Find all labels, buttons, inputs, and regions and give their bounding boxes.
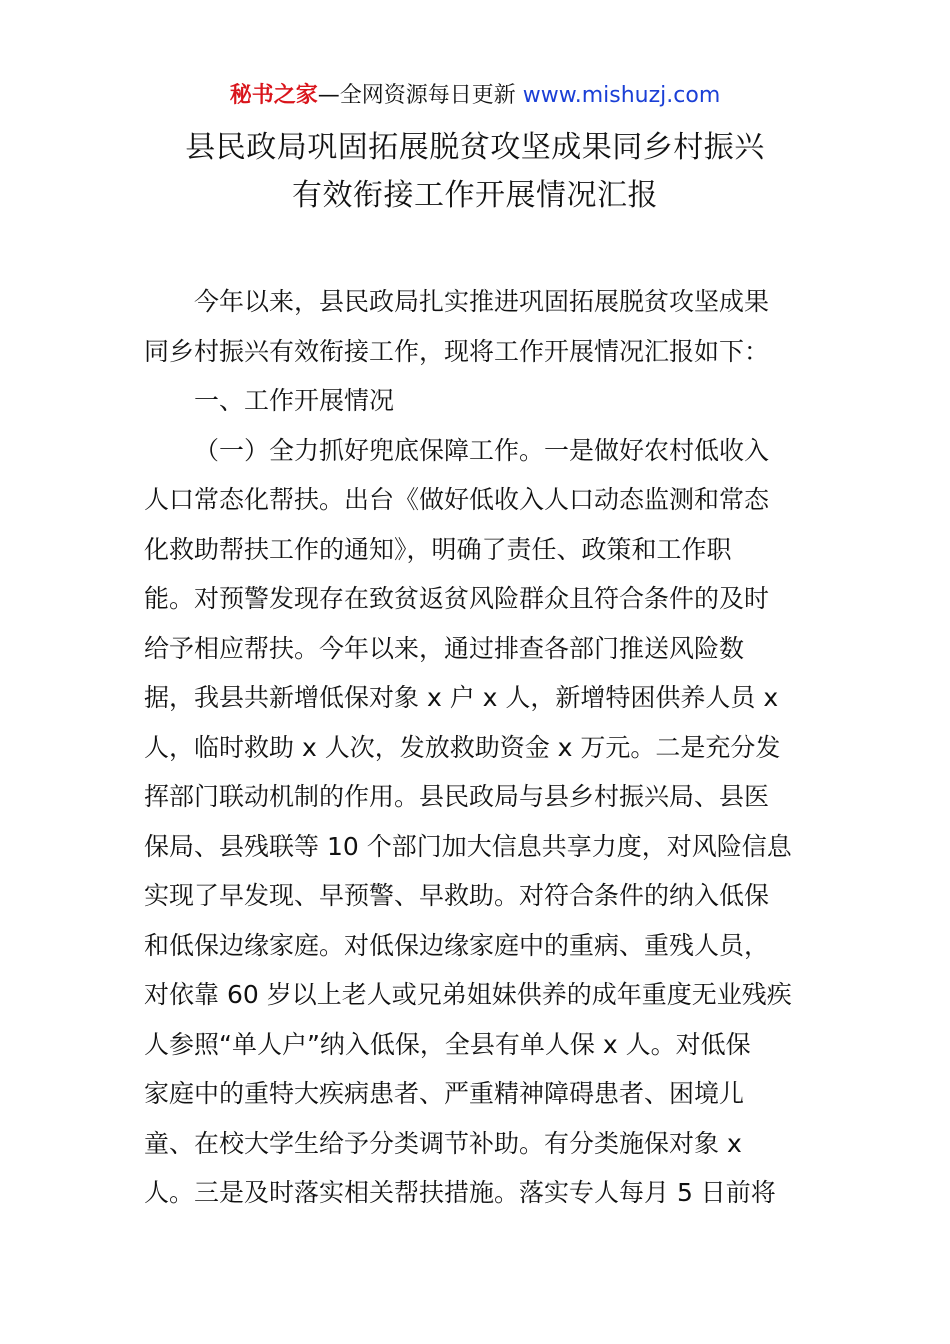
site-header (0, 80, 950, 112)
document-title-line-1: 县民政局巩固拓展脱贫攻坚成果同乡村振兴 (185, 130, 765, 165)
body-line: 能。对预警发现存在致贫返贫风险群众且符合条件的及时 (144, 584, 770, 613)
body-line: 和低保边缘家庭。对低保边缘家庭中的重病、重残人员， (144, 930, 770, 960)
body-line: 同乡村振兴有效衔接工作，现将工作开展情况汇报如下： (144, 336, 770, 366)
header-tagline: —全网资源每日更新 (317, 83, 523, 108)
body-line: （一）全力抓好兜底保障工作。一是做好农村低收入 (194, 435, 770, 465)
body-line: 人参照“单人户”纳入低保，全县有单人保 x 人。对低保 (144, 1029, 751, 1059)
body-line: 实现了早发现、早预警、早救助。对符合条件的纳入低保 (144, 881, 770, 910)
body-line: 人。三是及时落实相关帮扶措施。落实专人每月 5 日前将 (144, 1178, 776, 1207)
body-line: 保局、县残联等 10 个部门加大信息共享力度，对风险信息 (144, 831, 792, 861)
body-line: 给予相应帮扶。今年以来，通过排查各部门推送风险数 (144, 633, 745, 663)
body-line: 今年以来，县民政局扎实推进巩固拓展脱贫攻坚成果 (194, 287, 770, 316)
body-line: 挥部门联动机制的作用。县民政局与县乡村振兴局、县医 (144, 782, 770, 811)
body-line: 据，我县共新增低保对象 x 户 x 人，新增特困供养人员 x (144, 683, 779, 712)
document-body (144, 277, 808, 1218)
body-line: 童、在校大学生给予分类调节补助。有分类施保对象 x (144, 1128, 742, 1158)
body-line: 化救助帮扶工作的通知》，明确了责任、政策和工作职 (144, 534, 732, 564)
body-line: 人口常态化帮扶。出台《做好低收入人口动态监测和常态 (144, 485, 770, 514)
section-heading: 一、工作开展情况 (194, 386, 395, 415)
body-line: 家庭中的重特大疾病患者、严重精神障碍患者、困境儿 (144, 1079, 745, 1108)
body-line: 人，临时救助 x 人次，发放救助资金 x 万元。二是充分发 (144, 732, 781, 762)
body-line: 对依靠 60 岁以上老人或兄弟姐妹供养的成年重度无业残疾 (144, 980, 792, 1009)
document-title-line-2: 有效衔接工作开展情况汇报 (292, 178, 658, 213)
brand-name: 秘书之家 (229, 83, 318, 108)
site-url[interactable]: www.mishuzj.com (522, 83, 721, 108)
